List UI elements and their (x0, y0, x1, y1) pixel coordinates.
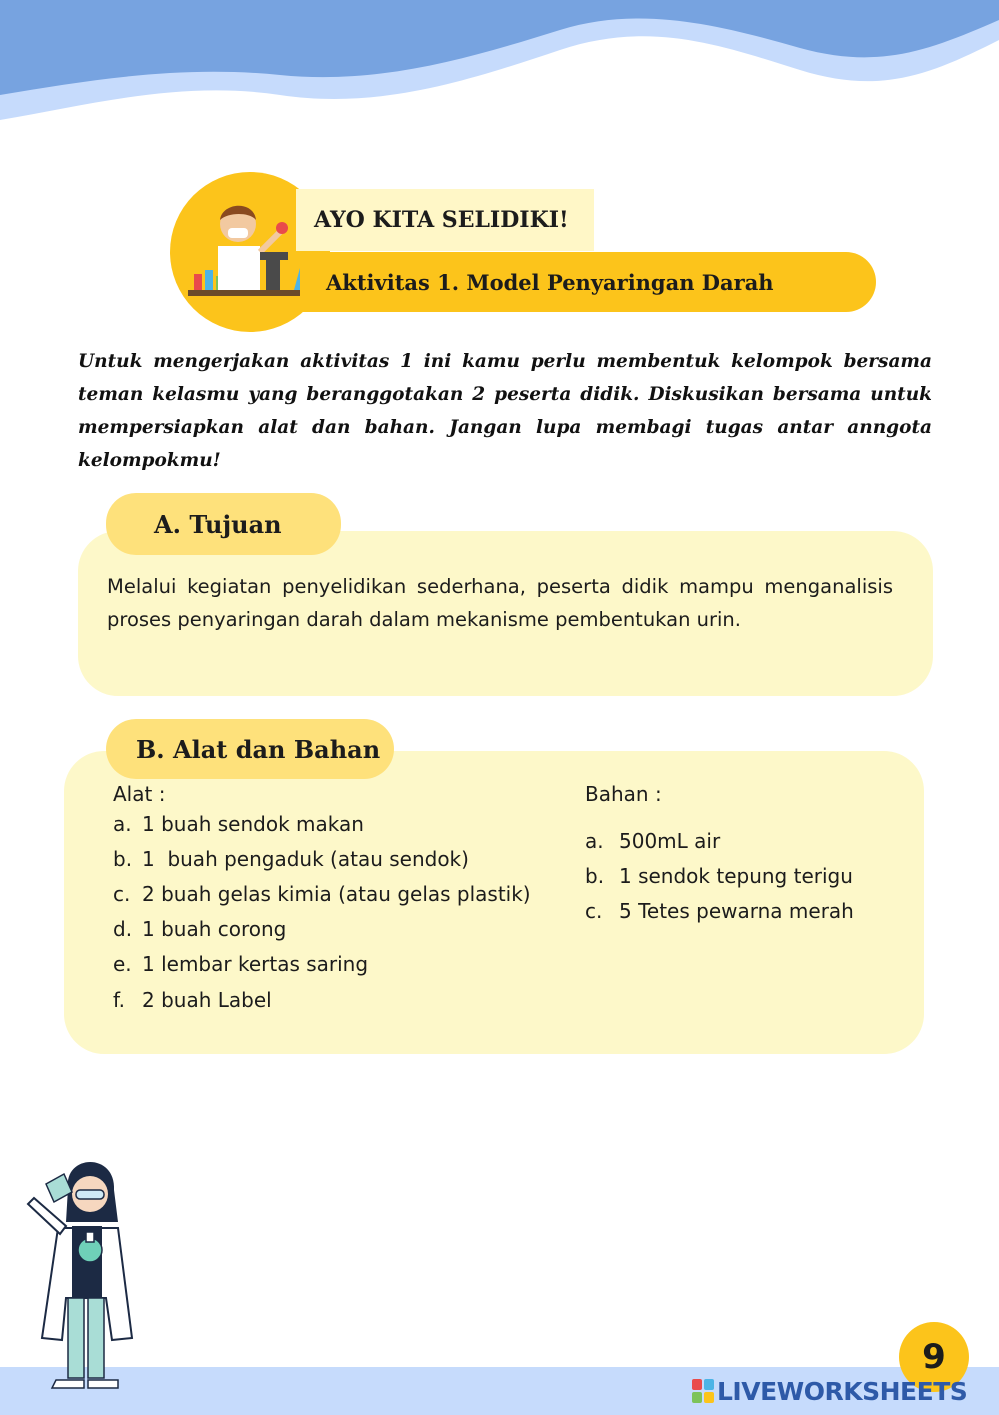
list-item (113, 841, 531, 876)
alat-bahan-heading: B. Alat dan Bahan (106, 719, 394, 779)
list-text: 1 buah corong (142, 917, 287, 942)
list-item (113, 982, 531, 1017)
page-number: 9 (899, 1322, 969, 1392)
bahan-list (585, 823, 854, 929)
list-marker: e. (113, 952, 132, 977)
list-text: 500mL air (619, 828, 721, 853)
alat-list (113, 806, 531, 1017)
list-item (585, 823, 854, 858)
alat-label: Alat : (113, 782, 166, 806)
intro-paragraph: Untuk mengerjakan aktivitas 1 ini kamu perlu membentuk kelompok bersama teman kelasmu yang beranggotakan 2 peserta didik. Diskusikan bersama untuk mempersiapkan alat dan bahan. Jangan lupa membagi tugas antar anngota kelompokmu! (78, 351, 932, 471)
list-text: 1 buah pengaduk (atau sendok) (142, 846, 469, 871)
section-banner-title: AYO KITA SELIDIKI! (296, 189, 594, 251)
list-item (585, 893, 854, 928)
list-item (113, 912, 531, 947)
list-text: 2 buah gelas kimia (atau gelas plastik) (142, 881, 531, 906)
activity-title: Aktivitas 1. Model Penyaringan Darah (300, 252, 876, 312)
brand-text: LIVEWORKSHEETS (717, 1376, 968, 1406)
list-text: 5 Tetes pewarna merah (619, 898, 854, 923)
list-text: 2 buah Label (142, 987, 272, 1012)
list-marker: a. (585, 828, 604, 853)
scientist-girl-icon (20, 1148, 150, 1398)
list-marker: c. (113, 881, 131, 906)
list-marker: d. (113, 917, 133, 942)
list-text: 1 sendok tepung terigu (619, 863, 853, 888)
liveworksheets-mark-icon (692, 1379, 714, 1403)
list-marker: f. (113, 987, 125, 1012)
list-item (113, 947, 531, 982)
list-marker: c. (585, 898, 603, 923)
list-item (585, 858, 854, 893)
list-text: 1 lembar kertas saring (142, 952, 369, 977)
liveworksheets-logo (692, 1374, 967, 1408)
tujuan-text: Melalui kegiatan penyelidikan sederhana, peserta didik mampu menganalisis proses penyaringan darah dalam mekanisme pembentukan urin. (107, 575, 893, 631)
list-marker: b. (113, 846, 133, 871)
list-item (113, 806, 531, 841)
list-marker: b. (585, 863, 605, 888)
bahan-label: Bahan : (585, 782, 662, 806)
header-wave-decoration (0, 0, 999, 140)
tujuan-heading: A. Tujuan (106, 493, 341, 555)
list-marker: a. (113, 811, 132, 836)
list-item (113, 876, 531, 911)
list-text: 1 buah sendok makan (142, 811, 364, 836)
